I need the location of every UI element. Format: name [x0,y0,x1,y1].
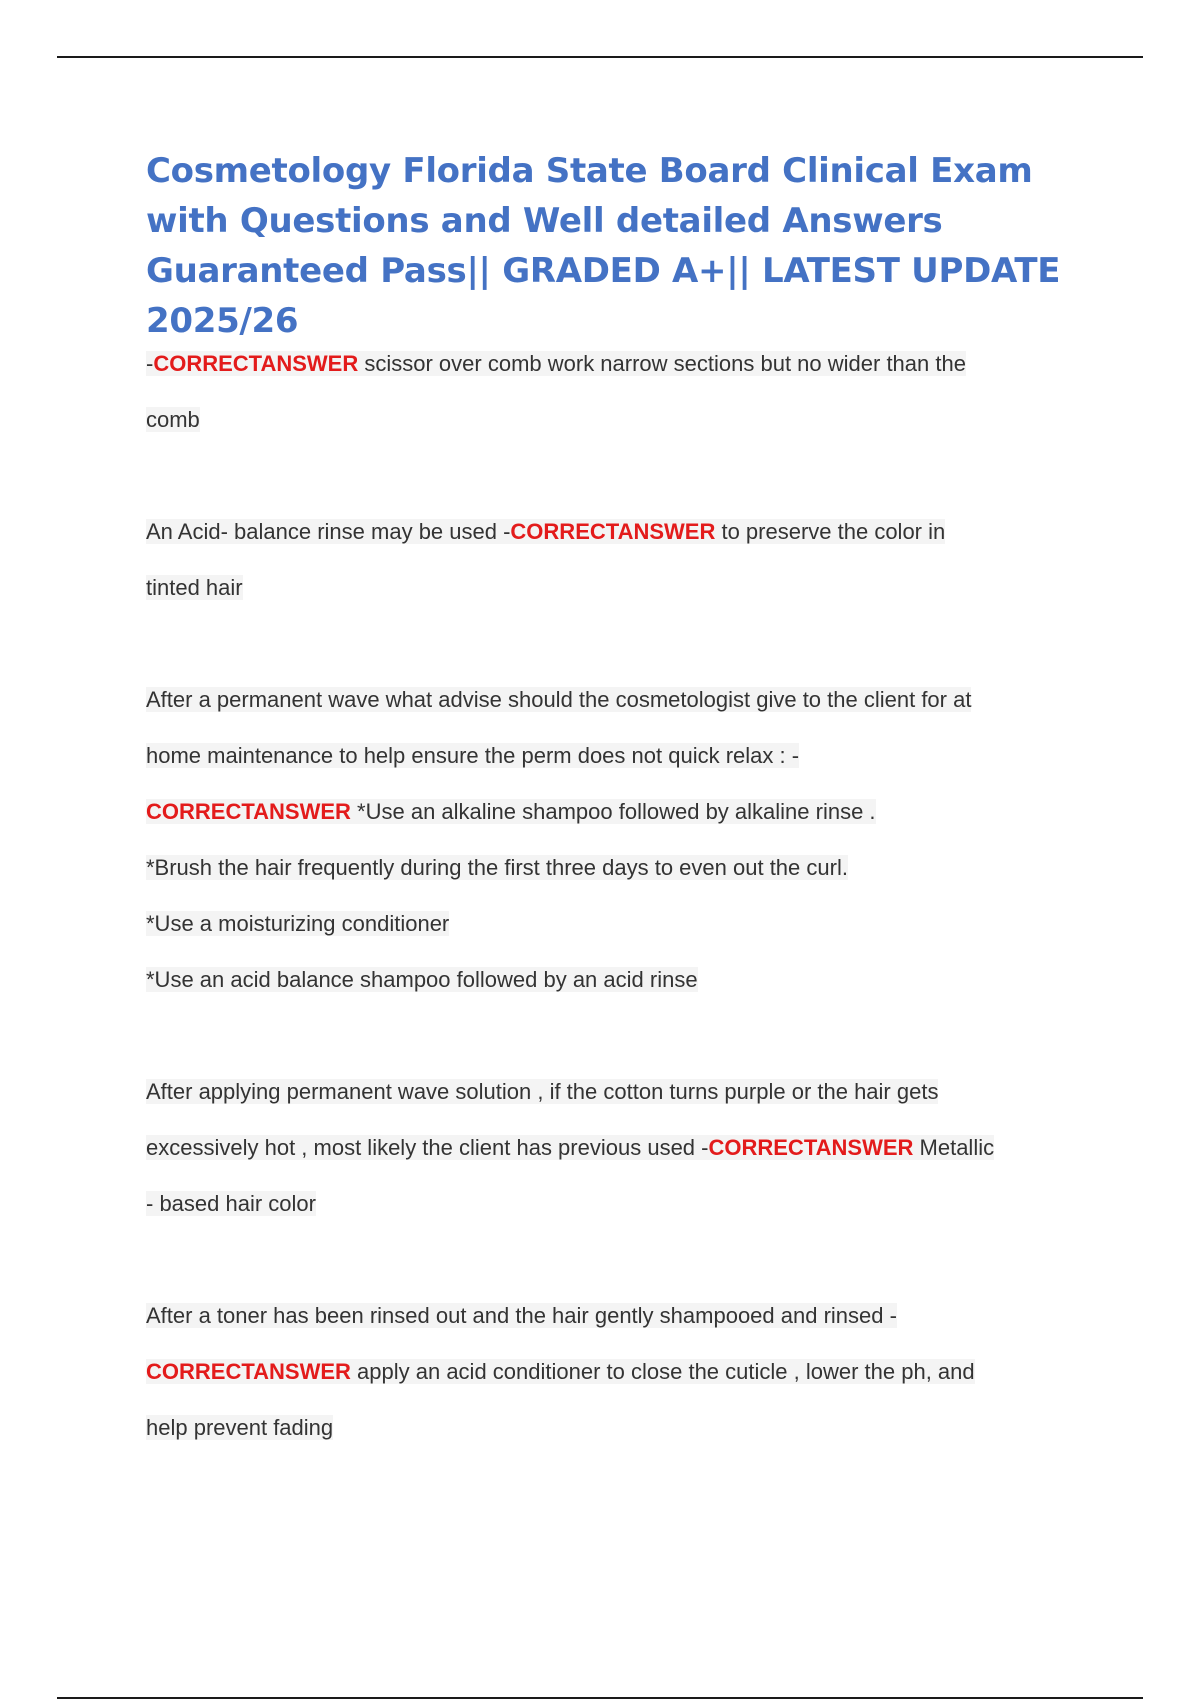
qa-text: help prevent fading [146,1415,334,1440]
qa-line [146,840,1086,896]
qa-line [146,1064,1086,1120]
answer-text: *Use an alkaline shampoo followed by alkaline rinse . [350,799,876,824]
qa-line [146,1344,1086,1400]
qa-line-text [146,911,449,936]
qa-item [146,1064,1086,1232]
qa-item [146,336,1086,448]
qa-line [146,896,1086,952]
qa-item [146,1288,1086,1456]
item-gap [146,1232,1086,1288]
answer-text: Metallic [913,1135,995,1160]
qa-text: excessively hot , most likely the client has previous used - [146,1135,709,1160]
qa-text: *Use an acid balance shampoo followed by an acid rinse [146,967,698,992]
qa-text: home maintenance to help ensure the perm does not quick relax : - [146,743,800,768]
answer-text: to preserve the color in [715,519,946,544]
qa-line-text [146,687,971,712]
qa-item [146,672,1086,1008]
item-gap [146,616,1086,672]
qa-line [146,1288,1086,1344]
qa-line-text [146,855,848,880]
qa-line-text [146,1135,994,1160]
qa-text: comb [146,407,200,432]
correct-answer-label: CORRECTANSWER [153,351,359,376]
qa-line [146,1176,1086,1232]
correct-answer-label: CORRECTANSWER [146,1359,351,1384]
item-gap [146,1008,1086,1064]
qa-line [146,784,1086,840]
qa-line-text [146,1359,975,1384]
qa-line-text [146,351,966,376]
qa-line [146,1120,1086,1176]
qa-line [146,336,1086,392]
qa-text: *Brush the hair frequently during the first three days to even out the curl. [146,855,848,880]
qa-line-text [146,967,698,992]
correct-answer-label: CORRECTANSWER [510,519,716,544]
qa-line [146,392,1086,448]
qa-line [146,728,1086,784]
qa-text: After applying permanent wave solution , if the cotton turns purple or the hair gets [146,1079,939,1104]
qa-line [146,672,1086,728]
correct-answer-label: CORRECTANSWER [708,1135,914,1160]
footer-rule [57,1697,1143,1699]
page-title: Cosmetology Florida State Board Clinical Exam with Questions and Well detailed Answers Guaranteed Pass|| GRADED A+|| LATEST UPDATE 2025/26 [146,151,1061,341]
qa-line-text [146,1191,316,1216]
qa-item [146,504,1086,616]
qa-line [146,560,1086,616]
qa-text: After a permanent wave what advise should the cosmetologist give to the client for at [146,687,972,712]
qa-line-text [146,519,945,544]
qa-line-text [146,1415,333,1440]
qa-line [146,952,1086,1008]
qa-text: tinted hair [146,575,243,600]
qa-text: *Use a moisturizing conditioner [146,911,450,936]
qa-line [146,504,1086,560]
item-gap [146,448,1086,504]
qa-text: - based hair color [146,1191,316,1216]
answer-text: apply an acid conditioner to close the cuticle , lower the ph, and [350,1359,975,1384]
qa-list [146,336,1086,1456]
qa-line-text [146,575,243,600]
correct-answer-label: CORRECTANSWER [146,799,351,824]
qa-line-text [146,407,200,432]
header-rule [57,56,1143,58]
qa-text: An Acid- balance rinse may be used - [146,519,511,544]
qa-line-text [146,743,799,768]
qa-text: After a toner has been rinsed out and the hair gently shampooed and rinsed - [146,1303,897,1328]
qa-text: - [146,351,154,376]
qa-line-text [146,1303,897,1328]
answer-text: scissor over comb work narrow sections but no wider than the [358,351,966,376]
qa-line-text [146,1079,938,1104]
qa-line-text [146,799,876,824]
qa-line [146,1400,1086,1456]
